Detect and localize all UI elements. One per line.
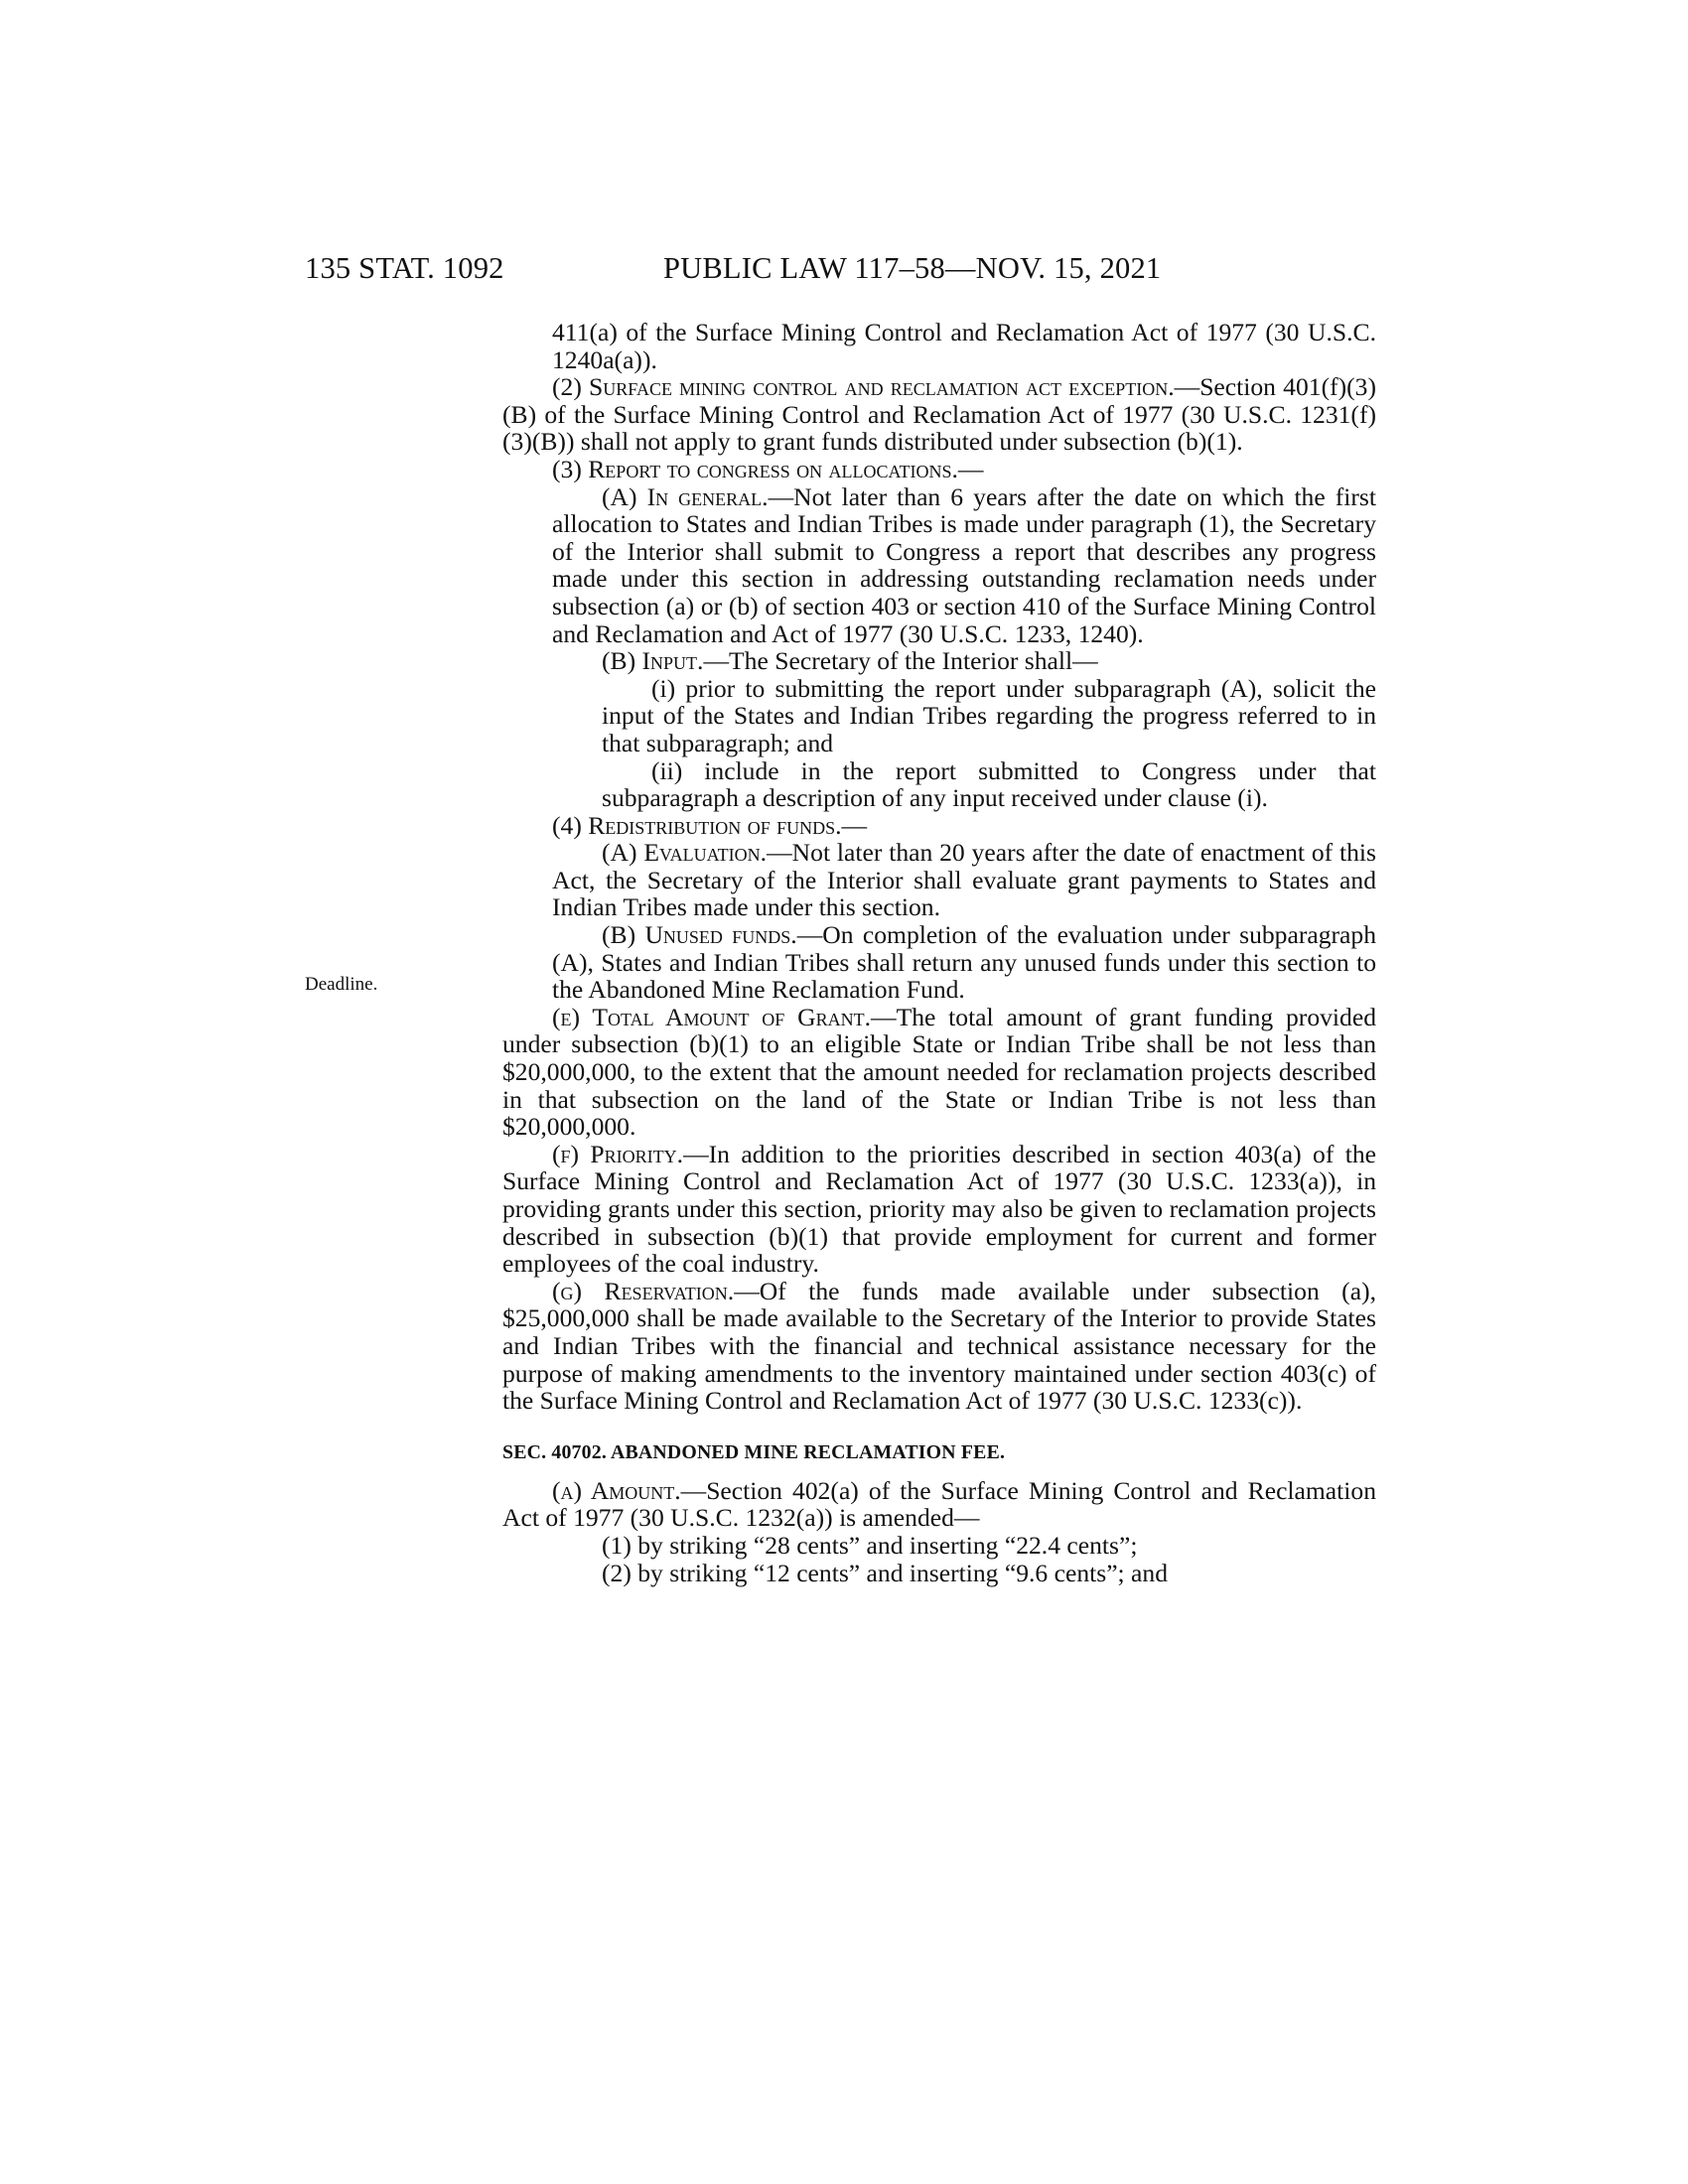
subparagraph-d3b-input: (B) Input.—The Secretary of the Interior shall— xyxy=(602,646,1098,676)
margin-note-deadline: Deadline. xyxy=(305,974,378,995)
paragraph-d3-report-to-congress: (3) Report to congress on allocations.— xyxy=(552,454,984,483)
amendment-item-1: (1) by striking “28 cents” and inserting “22.4 cents”; xyxy=(602,1530,1138,1560)
subparagraph-d4a-evaluation: (A) Evaluation.—Not later than 20 years after the date of enactment of this Act, the Secretary of the Interior shall evaluate grant payments to States and Indian Tribes made under this section. xyxy=(552,838,1377,922)
subparagraph-d4b-unused-funds: (B) Unused funds.—On completion of the evaluation under subparagraph (A), States and Indian Tribes shall return any unused funds under this section to the Abandoned Mine Reclamation Fund. xyxy=(552,920,1376,1005)
stat-citation: 135 STAT. 1092 xyxy=(305,251,504,285)
running-head xyxy=(305,248,1377,288)
paragraph-d2-smcra-exception: (2) Surface mining control and reclamation act exception.—Section 401(f)(3)(B) of the Surface Mining Control and Reclamation Act of 1977 (30 U.S.C. 1231(f)(3)(B)) shall not apply to grant funds distributed under subsection (b)(1). xyxy=(502,372,1376,457)
paragraph-d4-redistribution: (4) Redistribution of funds.— xyxy=(552,810,868,840)
subsection-e-total-amount: (e) Total Amount of Grant.—The total amount of grant funding provided under subsection (b)(1) to an eligible State or Indian Tribe shall be not less than $20,000,000, to the extent that the amount needed for reclamation projects described in that subsection on the land of the State or Indian Tribe is not less than $20,000,000. xyxy=(502,1002,1376,1142)
statute-text xyxy=(502,319,1376,1586)
section-heading-40702: SEC. 40702. ABANDONED MINE RECLAMATION FEE. xyxy=(502,1440,1006,1463)
subsection-a-amount: (a) Amount.—Section 402(a) of the Surface Mining Control and Reclamation Act of 1977 (30 U.S.C. 1232(a)) is amended— xyxy=(502,1475,1376,1533)
clause-d3b-ii: (ii) include in the report submitted to Congress under that subparagraph a description of any input received under clause (i). xyxy=(602,755,1376,813)
clause-d3b-i: (i) prior to submitting the report under subparagraph (A), solicit the input of the States and Indian Tribes regarding the progress referred to in that subparagraph; and xyxy=(602,673,1376,757)
subsection-g-reservation: (g) Reservation.—Of the funds made available under subsection (a), $25,000,000 shall be made available to the Secretary of the Interior to provide States and Indian Tribes with the financial and technical assistance necessary for the purpose of making amendments to the inventory maintained under section 403(c) of the Surface Mining Control and Reclamation Act of 1977 (30 U.S.C. 1233(c)). xyxy=(502,1276,1376,1416)
paragraph-continuation: 411(a) of the Surface Mining Control and Reclamation Act of 1977 (30 U.S.C. 1240a(a)). xyxy=(552,318,1376,374)
subparagraph-d3a-in-general: (A) In general.—Not later than 6 years after the date on which the first allocation to States and Indian Tribes is made under paragraph (1), the Secretary of the Interior shall submit to Congress a report that describes any progress made under this section in addressing outstanding reclamation needs under subsection (a) or (b) of section 403 or section 410 of the Surface Mining Control and Reclamation and Act of 1977 (30 U.S.C. 1233, 1240). xyxy=(552,481,1377,648)
subsection-f-priority: (f) Priority.—In addition to the priorities described in section 403(a) of the Surface Mining Control and Reclamation Act of 1977 (30 U.S.C. 1233(a)), in providing grants under this section, priority may also be given to reclamation projects described in subsection (b)(1) that provide employment for current and former employees of the coal industry. xyxy=(502,1139,1376,1279)
public-law-citation: PUBLIC LAW 117–58—NOV. 15, 2021 xyxy=(663,251,1162,285)
amendment-item-2: (2) by striking “12 cents” and inserting “9.6 cents”; and xyxy=(602,1558,1169,1587)
